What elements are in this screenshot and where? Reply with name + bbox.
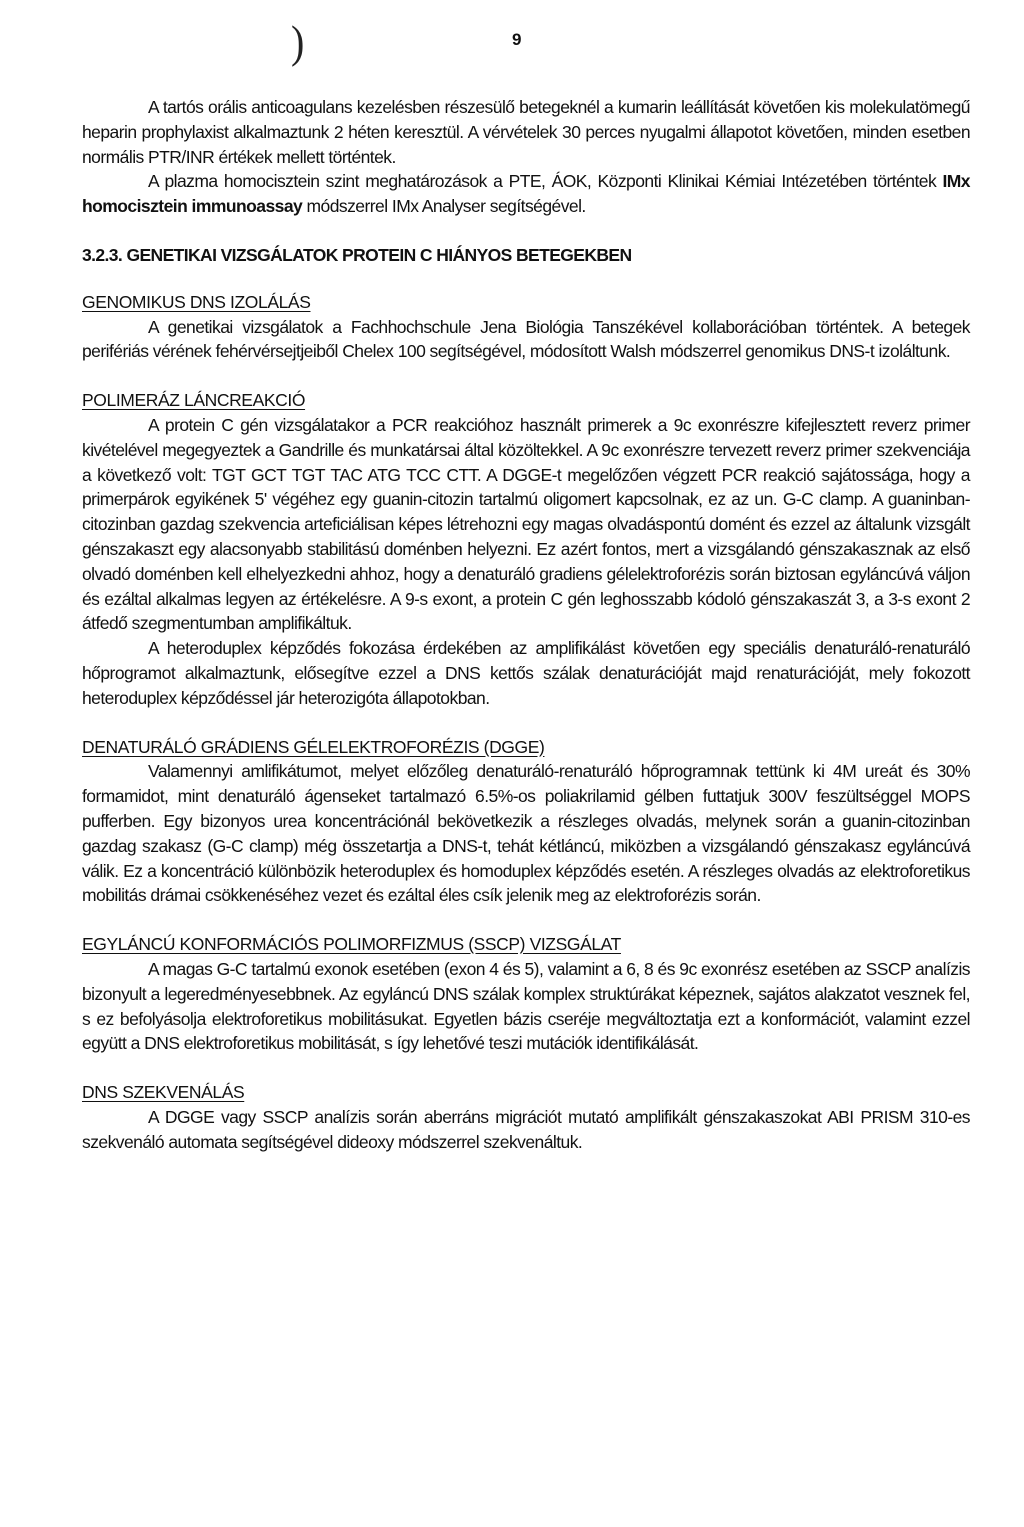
scan-artifact-mark: ): [291, 15, 305, 68]
page-number: 9: [512, 30, 522, 49]
subheading-pcr: POLIMERÁZ LÁNCREAKCIÓ: [82, 390, 306, 411]
section-title-genetikai: 3.2.3. GENETIKAI VIZSGÁLATOK PROTEIN C HIÁNYOS BETEGEKBEN: [82, 244, 632, 265]
intro-p2-bold-method: IMx homocisztein immunoassay: [82, 171, 970, 217]
intro-p2-text: A plazma homocisztein szint meghatározások a PTE, ÁOK, Központi Klinikai Kémiai Intézetében történtek: [148, 171, 943, 192]
subheading-sscp: EGYLÁNCÚ KONFORMÁCIÓS POLIMORFIZMUS (SSCP) VIZSGÁLAT: [82, 934, 621, 955]
paragraph-sscp: A magas G-C tartalmú exonok esetében (exon 4 és 5), valamint a 6, 8 és 9c exonrész esetében az SSCP analízis bizonyult a legeredményesebbnek. Az egyláncú DNS szálak komplex struktúrákat képeznek, sajátos alakzatot vesznek fel, s ez befolyásolja elektroforetikus mobilitásukat. Egyetlen bázis cseréje megváltoztatja ezt a konformációt, valamint ezzel együtt a DNS elektroforetikus mobilitását, s így lehetővé teszi mutációk identifikálását.: [82, 958, 970, 1054]
intro-p2-text-end: módszerrel IMx Analyser segítségével.: [302, 196, 586, 217]
paragraph-pcr-heteroduplex: A heteroduplex képződés fokozása érdekében az amplifikálást követően egy speciális denaturáló-renaturáló hőprogramot alkalmaztunk, elősegítve ezzel a DNS kettős szálak denaturációját majd renaturációját, mely fokozott heteroduplex képződéssel jár heterozigóta állapotokban.: [82, 638, 970, 708]
paragraph-pcr-primers: A protein C gén vizsgálatakor a PCR reakcióhoz használt primerek a 9c exonrészre kifejlesztett reverz primer kivételével megegyeztek a Gandrille és munkatársai által közöltekkel. A 9c exonrészre tervezett reverz primer szekvenciája a következő volt: TGT GCT TGT TAC ATG TCC CTT. A DGGE-t megelőzően végzett PCR reakció sajátossága, hogy a primerpárok egyikének 5' végéhez egy guanin-citozin tartalmú oligomert kapcsolnak, ez az un. G-C clamp. A guaninban-citozinban gazdag szekvencia arteficiálisan képes létrehozni egy magas olvadáspontú domént és ezzel az általunk vizsgált génszakaszt egy alacsonyabb stabilitású doménben helyezni. Ez azért fontos, mert a vizsgálandó génszakasznak az első olvadó doménben kell elhelyezkedni ahhoz, hogy a denaturáló gradiens gélelektroforézis során biztosan egyláncúvá váljon és ezáltal alkalmas legyen az értékelésre. A 9-s exont, a protein C gén leghosszabb kódoló génszakaszát 3, a 3-s exont 2 átfedő szegmentumban amplifikáltuk.: [82, 414, 970, 634]
intro-paragraph-anticoagulans: A tartós orális anticoagulans kezelésben részesülő betegeknél a kumarin leállítását követően kis molekulatömegű heparin prophylaxist alkalmaztunk 2 héten keresztül. A vérvételek 30 perces nyugalmi állapotot követően, minden esetben normális PTR/INR értékek mellett történtek.: [82, 97, 970, 167]
paragraph-szekvenalas: A DGGE vagy SSCP analízis során aberráns migrációt mutató amplifikált génszakaszokat ABI PRISM 310-es szekvenáló automata segítségével dideoxy módszerrel szekvenáltuk.: [82, 1106, 970, 1152]
intro-paragraph-homocisztein: [82, 169, 970, 219]
document-body: [82, 95, 970, 1154]
subheading-dgge: DENATURÁLÓ GRÁDIENS GÉLELEKTROFORÉZIS (DGGE): [82, 736, 545, 757]
paragraph-dgge: Valamennyi amlifikátumot, melyet előzőleg denaturáló-renaturáló hőprogramnak tettünk ki 4M ureát és 30% formamidot, mint denaturáló ágenseket tartalmazó 6.5%-os poliakrilamid gélben futtatjuk 300V feszültséggel MOPS pufferben. Egy bizonyos urea koncentrációnál bekövetkezik a részleges olvadás, melynek során a guanin-citozinban gazdag szakasz (G-C clamp) még összetartja a DNS-t, tehát kétláncú, miközben a vizsgálandó génszakasz egyláncúvá válik. Ez a koncentráció különbözik heteroduplex és homoduplex képződés esetén. A részleges olvadás az elektroforetikus mobilitás drámai csökkenéséhez vezet és ezáltal éles csík jelenik meg az elektroforézis során.: [82, 761, 970, 906]
subheading-szekvenalas: DNS SZEKVENÁLÁS: [82, 1082, 245, 1103]
paragraph-genomikus: A genetikai vizsgálatok a Fachhochschule Jena Biológia Tanszékével kollaborációban történtek. A betegek perifériás vérének fehérvérsejtjeiből Chelex 100 segítségével, módosított Walsh módszerrel genomikus DNS-t izoláltunk.: [82, 316, 970, 362]
subheading-genomikus: GENOMIKUS DNS IZOLÁLÁS: [82, 291, 311, 312]
